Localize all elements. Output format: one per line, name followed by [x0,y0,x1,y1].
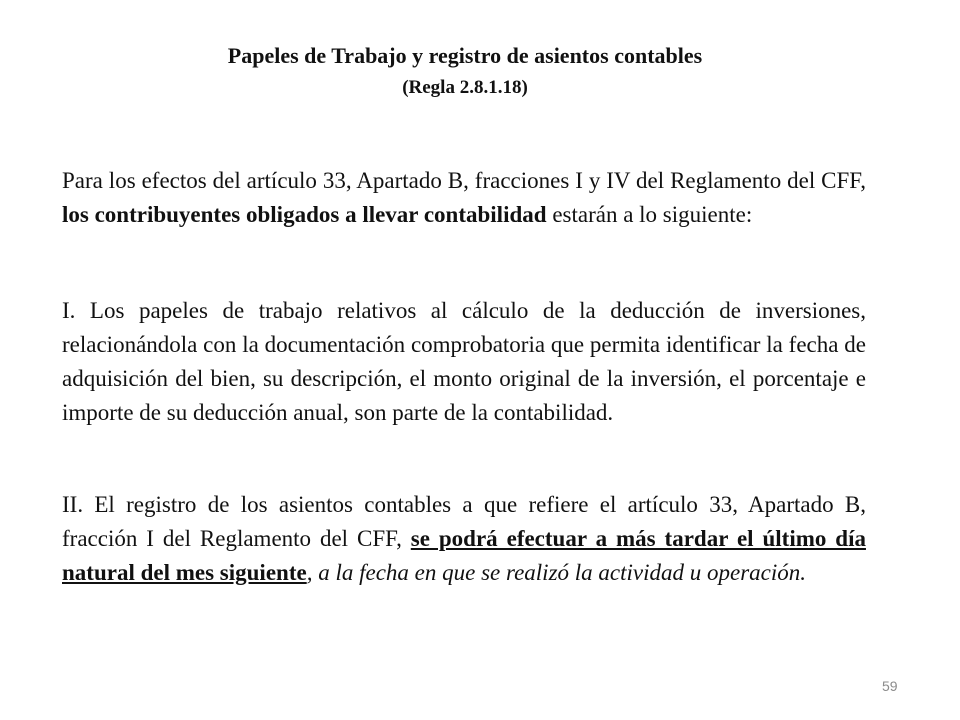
intro-text-end: estarán a lo siguiente: [546,202,753,227]
intro-paragraph [62,164,866,232]
item-two-bold-underlined-text: se podrá efectuar a más tardar el último día natural del mes siguiente [62,526,866,585]
item-two-separator: , [306,560,319,585]
item-one-paragraph: I. Los papeles de trabajo relativos al cálculo de la deducción de inversiones, relacionándola con la documentación comprobatoria que permita identificar la fecha de adquisición del bien, su descripción, el monto original de la inversión, el porcentaje e importe de su deducción anual, son parte de la contabilidad. [62,298,866,425]
page-number: 59 [882,678,898,694]
intro-bold-text: los contribuyentes obligados a llevar contabilidad [62,202,547,227]
intro-text-start: Para los efectos del artículo 33, Apartado B, fracciones I y IV del Reglamento del CFF, [62,168,866,193]
rule-reference: (Regla 2.8.1.18) [402,77,528,98]
item-two-italic-text: a la fecha en que se realizó la actividad u operación. [318,560,806,585]
item-two-paragraph [62,488,866,590]
item-two-text-start: II. El registro de los asientos contables a que refiere el artículo 33, Apartado B, fracción I del Reglamento del CFF, [62,492,866,551]
page-title: Papeles de Trabajo y registro de asientos contables [227,43,703,68]
